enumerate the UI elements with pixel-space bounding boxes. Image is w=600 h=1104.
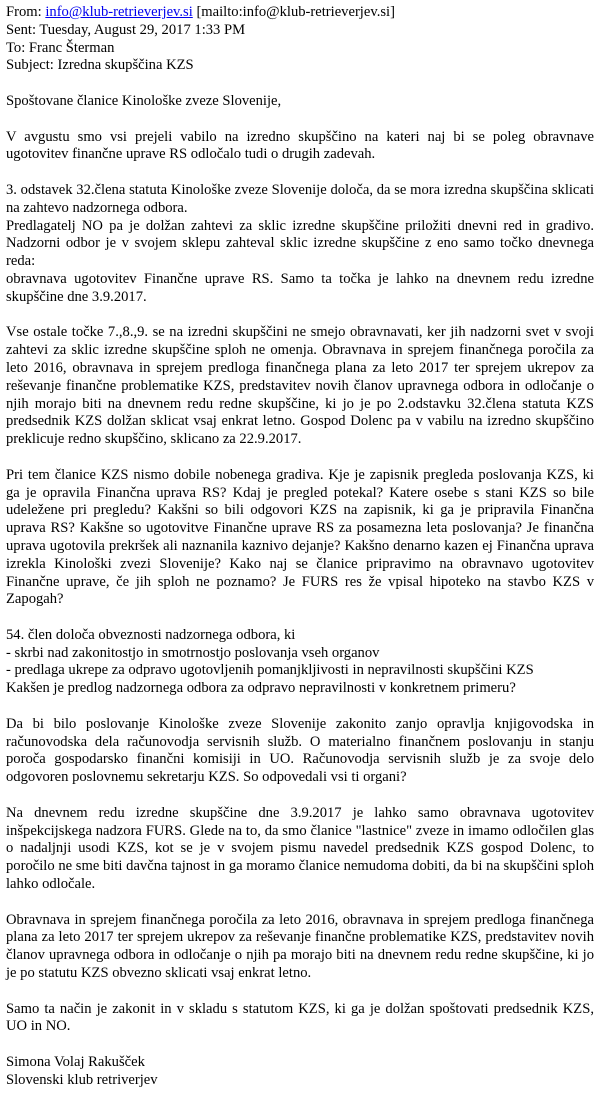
from-line: [6, 4, 594, 22]
paragraph-text: Da bi bilo poslovanje Kinološke zveze Slovenije zakonito zanjo opravlja knjigovodska in računovodska dela računovodja servisnih služb. O materialno finančnem poslovanju in stanju poroča gospodarsko finančni komisiji in UO. Računovodja servisnih služb je za svoje delo odgovoren poslovnemu sekretarju KZS. So odpovedali vsi ti organi?: [6, 715, 594, 786]
email-header: [6, 4, 594, 75]
paragraph-text: Na dnevnem redu izredne skupščine dne 3.9.2017 je lahko samo obravnava ugotovitev inšpekcijskega nadzora FURS. Glede na to, da smo članice "lastnice" zveze in imamo odločilen glas o nadaljnji usodi KZS, kot se je v svojem pismu navedel predsednik KZS gospod Dolenc, to poročilo ne sme biti davčna tajnost in ga moramo članice nemudoma dobiti, da bi na skupščini sploh lahko odločale.: [6, 804, 594, 893]
greeting-block: [6, 93, 594, 111]
from-mailto: [mailto:info@klub-retrieverjev.si]: [196, 4, 395, 20]
signature-name: Simona Volaj Rakušček: [6, 1054, 145, 1071]
paragraph-text: Obravnava in sprejem finančnega poročila za leto 2016, obravnava in sprejem predloga finančnega plana za leto 2017 ter sprejem ukrepov za reševanje finančne problematike KZS, predstavitev novih članov upravnega odbora in odločanje o njih pa morajo biti na dnevnem redu redne skupščine, ki jo je po statutu KZS obvezno sklicati vsaj enkrat letno.: [6, 911, 594, 982]
signature-block: [6, 1054, 594, 1090]
from-email-link[interactable]: info@klub-retrieverjev.si: [45, 4, 193, 20]
paragraph-line: - skrbi nad zakonitostjo in smotrnostjo poslovanja vseh organov: [6, 644, 380, 661]
paragraph-3: [6, 324, 594, 449]
paragraph-line: Kakšen je predlog nadzornega odbora za odpravo nepravilnosti v konkretnem primeru?: [6, 680, 516, 697]
to-line: To: Franc Šterman: [6, 39, 115, 56]
paragraph-6: [6, 716, 594, 787]
paragraph-text: V avgustu smo vsi prejeli vabilo na izredno skupščino na kateri naj bi se poleg obravnave ugotovitev finančne uprave RS odločalo tudi o drugih zadevah.: [6, 128, 594, 163]
paragraph-9: [6, 1001, 594, 1037]
paragraph-2: [6, 182, 594, 307]
paragraph-1: [6, 129, 594, 165]
subject-line: Subject: Izredna skupščina KZS: [6, 57, 194, 74]
paragraph-text: Pri tem članice KZS nismo dobile nobenega gradiva. Kje je zapisnik pregleda poslovanja KZS, ki ga je opravila Finančna uprava RS? Kdaj je pregled potekal? Katere osebe s stani KZS so bile udeležene pri pregledu? Kakšni so bili odgovori KZS na zapisnik, ki ga je pripravila Finančna uprava RS? Kakšne so ugotovitve Finančne uprave RS za posamezna leta poslovanja? Je finančna uprava ugotovila prekršek ali naznanila kaznivo dejanje? Kakšno denarno kazen ej Finančna uprava izrekla Kinološki zvezi Slovenije? Kako naj se članice pripravimo na obravnavo ugotovitev Finančne uprave, če jih sploh ne poznamo? Je FURS res že vpisal hipoteko na stavbo KZS v Zapogah?: [6, 466, 594, 608]
paragraph-line: obravnava ugotovitev Finančne uprave RS. Samo ta točka je lahko na dnevnem redu izredne skupščine dne 3.9.2017.: [6, 270, 594, 305]
paragraph-text: Samo ta način je zakonit in v skladu s statutom KZS, ki ga je dolžan spoštovati predsednik KZS, UO in NO.: [6, 1000, 594, 1035]
paragraph-text: Vse ostale točke 7.,8.,9. se na izredni skupščini ne smejo obravnavati, ker jih nadzorni svet v svoji zahtevi za sklic izredne skupščine sploh ne omenja. Obravnava in sprejem finančnega poročila za leto 2016, obravnava in sprejem predloga finančnega plana za leto 2017 ter sprejem ukrepov za reševanje finančne problematike KZS, predstavitev novih članov upravnega odbora in odločanje o njih morajo biti na dnevnem redu redne skupščine, ki jo je po 2.odstavku 32.člena statuta KZS predsednik KZS dolžan sklicat vsaj enkrat letno. Gospod Dolenc pa v vabilu na izredno skupščino preklicuje redno skupščino, sklicano za 22.9.2017.: [6, 324, 594, 448]
paragraph-line: Predlagatelj NO pa je dolžan zahtevi za sklic izredne skupščine priložiti dnevni red in gradivo. Nadzorni odbor je v svojem sklepu zahteval sklic izredne skupščine z eno samo točko dnevnega reda:: [6, 217, 594, 270]
from-label: From:: [6, 4, 42, 20]
signature-org: Slovenski klub retriverjev: [6, 1071, 158, 1088]
paragraph-line: 3. odstavek 32.člena statuta Kinološke zveze Slovenije določa, da se mora izredna skupščina sklicati na zahtevo nadzornega odbora.: [6, 181, 594, 216]
greeting: Spoštovane članice Kinološke zveze Slovenije,: [6, 92, 282, 109]
paragraph-4: [6, 467, 594, 609]
paragraph-5: [6, 627, 594, 698]
paragraph-8: [6, 912, 594, 983]
paragraph-line: - predlaga ukrepe za odpravo ugotovljenih pomanjkljivosti in nepravilnosti skupščini KZS: [6, 662, 534, 679]
paragraph-line: 54. člen določa obveznosti nadzornega odbora, ki: [6, 626, 296, 643]
paragraph-7: [6, 805, 594, 894]
sent-line: Sent: Tuesday, August 29, 2017 1:33 PM: [6, 21, 246, 38]
